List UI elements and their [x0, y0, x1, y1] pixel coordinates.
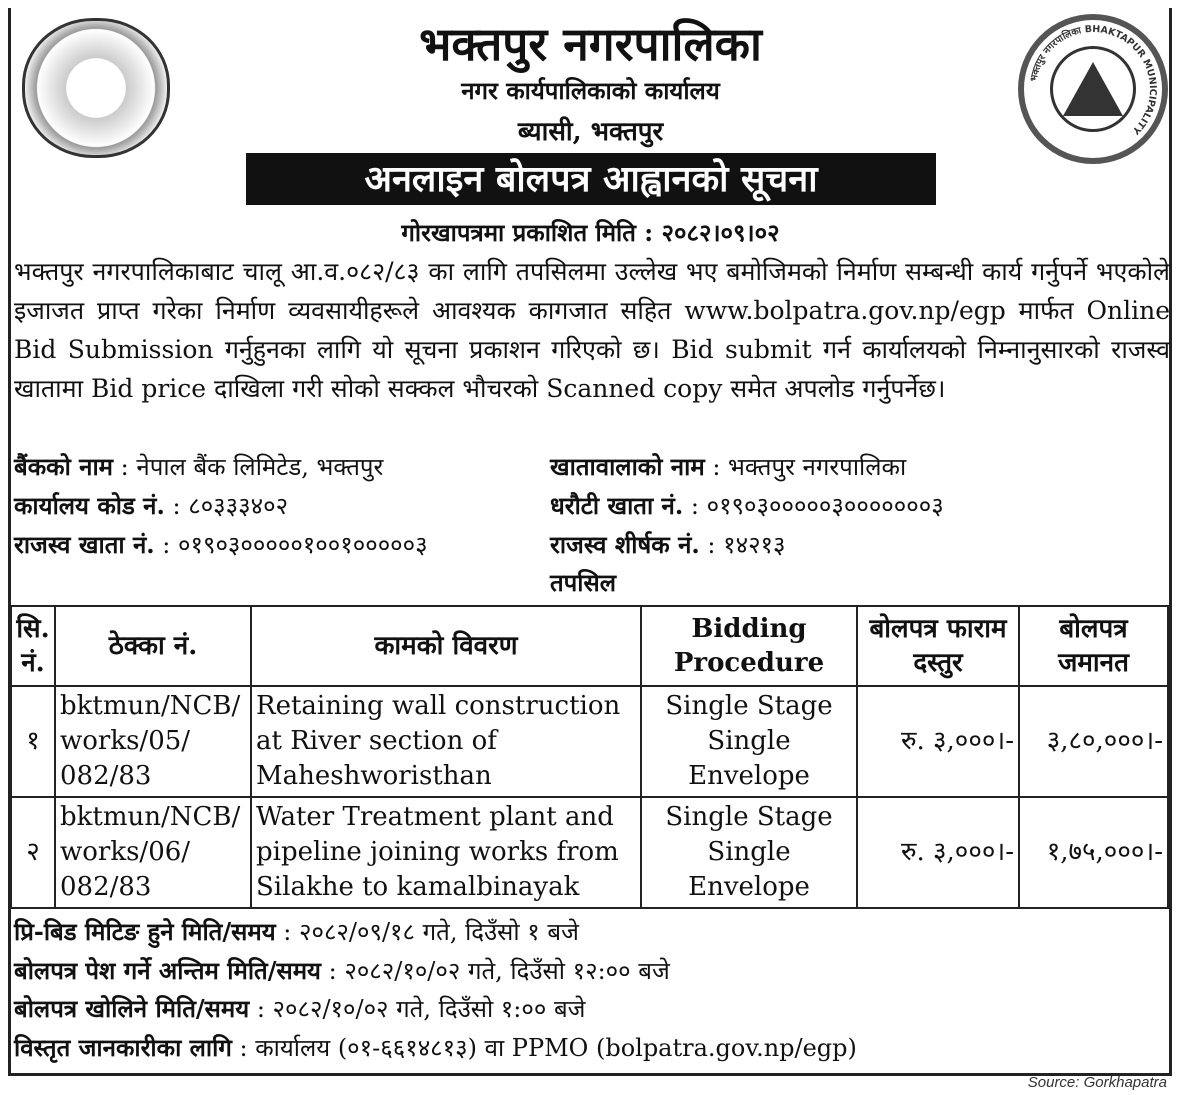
- header-contract: ठेक्का नं.: [55, 606, 251, 686]
- submission-deadline: बोलपत्र पेश गर्ने अन्तिम मिति/समय : २०८२/१०/०२ गते, दिउँसो १२:०० बजे: [14, 956, 670, 985]
- header-form-fee: बोलपत्र फाराम दस्तुर: [857, 606, 1019, 686]
- published-date: गोरखापत्रमा प्रकाशित मिति : २०८२।०९।०२: [401, 218, 780, 247]
- contact-info: विस्तृत जानकारीका लागि : कार्यालय (०१-६६१४८१३) वा PPMO (bolpatra.gov.np/egp): [14, 1033, 857, 1062]
- cell-procedure: Single Stage Single Envelope: [641, 686, 857, 797]
- source-credit: Source: Gorkhapatra: [1027, 1074, 1167, 1091]
- account-holder-field: खातावालाको नाम : भक्तपुर नगरपालिका: [550, 452, 907, 481]
- office-name: नगर कार्यपालिकाको कार्यालय: [461, 76, 720, 105]
- cell-description: Retaining wall construction at River section of Maheshworisthan: [251, 686, 641, 797]
- cell-description: Water Treatment plant and pipeline joining works from Silakhe to kamalbinayak: [251, 797, 641, 908]
- cell-form-fee: रु. ३,०००।-: [857, 797, 1019, 908]
- prebid-meeting: प्रि-बिड मिटिङ हुने मिति/समय : २०८२/०९/१८ गते, दिउँसो १ बजे: [14, 917, 579, 946]
- schedule-label: तपसिल: [550, 568, 617, 597]
- logo-ring-textpath: भक्तपुर नगरपालिका BHAKTAPUR MUNICIPALITY: [1028, 23, 1159, 137]
- revenue-account-field: राजस्व खाता नं. : ०१९०३०००००१००१०००००३: [14, 530, 428, 559]
- notice-body: भक्तपुर नगरपालिकाबाट चालू आ.व.०८२/८३ का लागि तपसिलमा उल्लेख भए बमोजिमको निर्माण सम्बन्धी कार्य गर्नुपर्ने भएकोले इजाजत प्राप्त गरेका निर्माण व्यवसायीहरूले आवश्यक कागजात सहित www.bolpatra.gov.np/egp मार्फत Online Bid Submission गर्नुहुनका लागि यो सूचना प्रकाशन गरिएको छ। Bid submit गर्न कार्यालयको निम्नानुसारको राजस्व खातामा Bid price दाखिला गरी सोको सक्कल भौचरको Scanned copy समेत अपलोड गर्नुपर्नेछ।: [14, 257, 1170, 403]
- cell-bid-security: १,७५,०००।-: [1019, 797, 1168, 908]
- bank-name-field: बैंकको नाम : नेपाल बैंक लिमिटेड, भक्तपुर: [14, 452, 384, 481]
- notice-title: अनलाइन बोलपत्र आह्वानको सूचना: [246, 153, 936, 205]
- cell-contract: bktmun/NCB/ works/06/ 082/83: [55, 797, 251, 908]
- header-bid-security: बोलपत्र जमानत: [1019, 606, 1168, 686]
- deposit-account-field: धरौटी खाता नं. : ०१९०३०००००३०००००००३: [550, 491, 944, 520]
- municipality-title: भक्तपुर नगरपालिका: [419, 17, 762, 71]
- cell-sn: १: [11, 686, 55, 797]
- table-header-row: [11, 606, 1168, 686]
- table-row: [11, 686, 1168, 797]
- tree-icon: [1063, 62, 1123, 116]
- office-code-field: कार्यालय कोड नं. : ८०३३३४०२: [14, 491, 289, 520]
- office-address: ब्यासी, भक्तपुर: [517, 117, 664, 147]
- header-procedure: Bidding Procedure: [641, 606, 857, 686]
- header-description: कामको विवरण: [251, 606, 641, 686]
- cell-contract: bktmun/NCB/ works/05/ 082/83: [55, 686, 251, 797]
- cell-procedure: Single Stage Single Envelope: [641, 797, 857, 908]
- cell-form-fee: रु. ३,०००।-: [857, 686, 1019, 797]
- header-sn: सि. नं.: [11, 606, 55, 686]
- cell-sn: २: [11, 797, 55, 908]
- cell-bid-security: ३,८०,०००।-: [1019, 686, 1168, 797]
- table-row: [11, 797, 1168, 908]
- bid-opening: बोलपत्र खोलिने मिति/समय : २०८२/१०/०२ गते, दिउँसो १:०० बजे: [14, 994, 586, 1023]
- tender-table: [10, 605, 1169, 909]
- revenue-head-field: राजस्व शीर्षक नं. : १४२१३: [550, 530, 786, 559]
